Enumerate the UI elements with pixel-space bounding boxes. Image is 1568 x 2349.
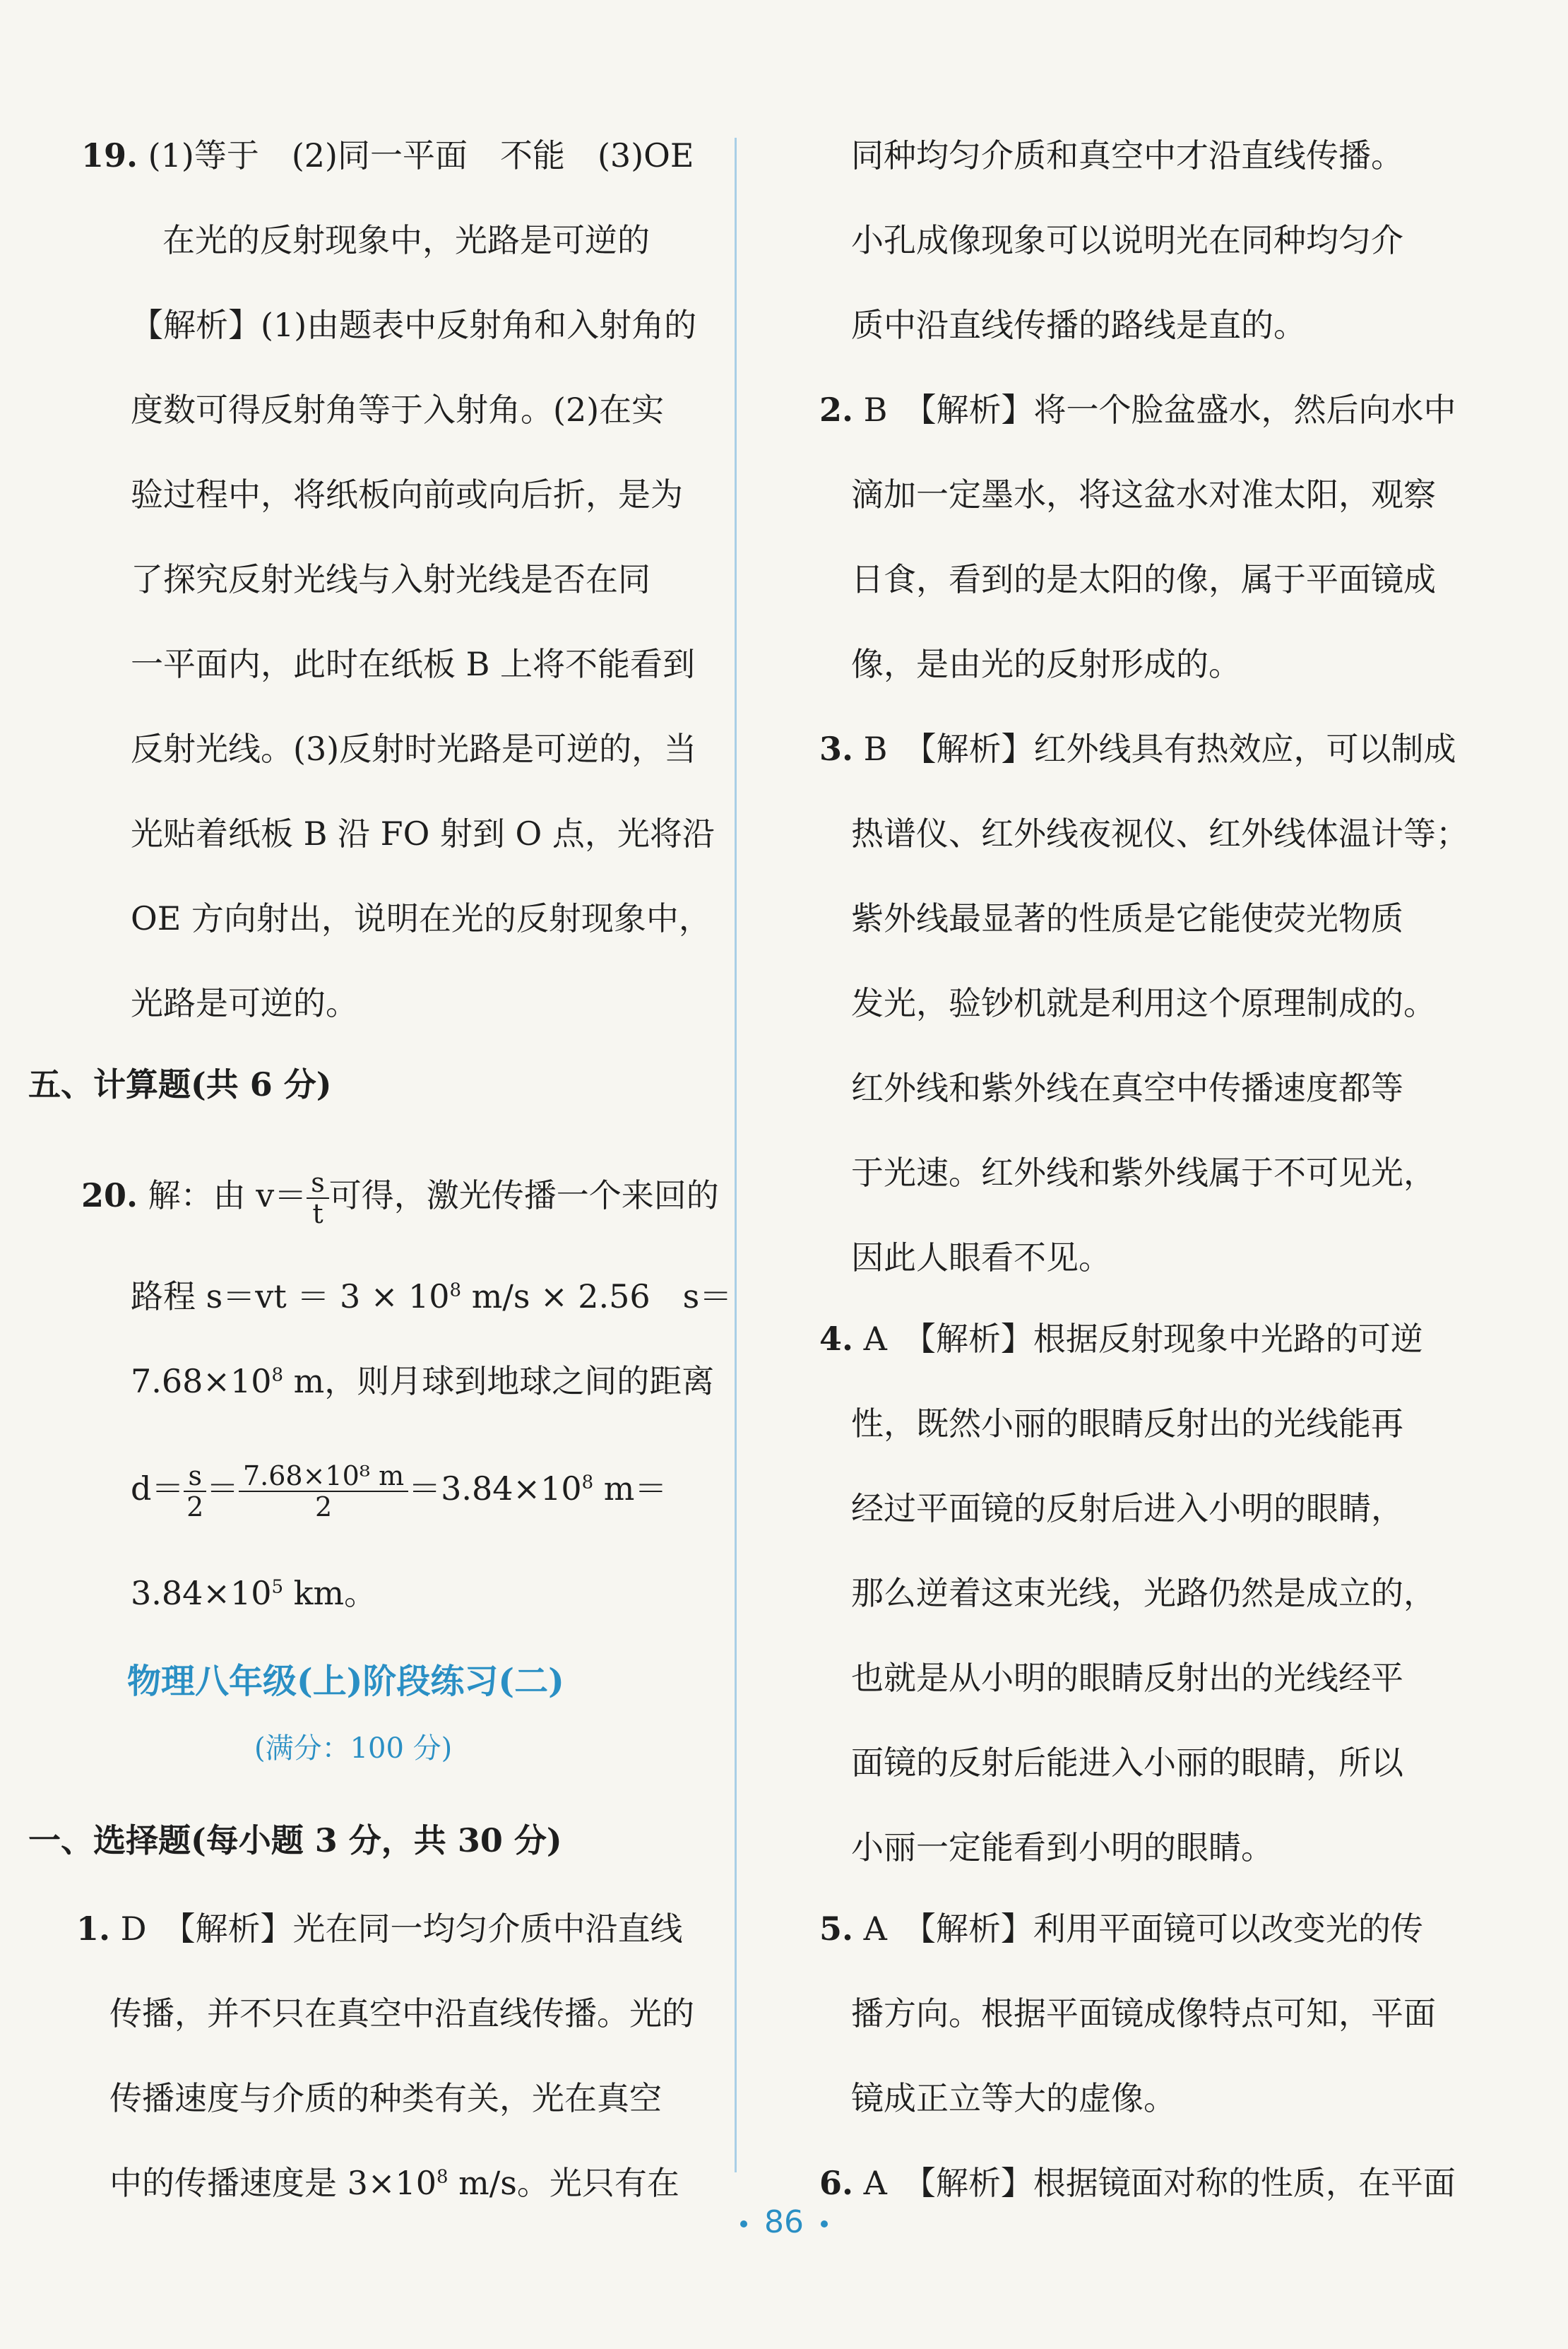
fraction-s-over-2: [184, 1462, 206, 1520]
q4-line-4: 也就是从小明的眼睛反射出的光线经平: [851, 1659, 1403, 1697]
q20-line-1: [81, 1169, 719, 1227]
q3-line-6: 因此人眼看不见。: [851, 1238, 1111, 1277]
equals-sign: ＝: [206, 1469, 239, 1508]
q19-expl-line-6: 光贴着纸板 B 沿 FO 射到 O 点，光将沿: [131, 815, 715, 853]
q20-text: ＝3.84×10: [408, 1469, 582, 1508]
q3-text: B 【解析】红外线具有热效应，可以制成: [863, 730, 1456, 768]
q1-line-0: [76, 1907, 683, 1950]
q20-number: 20.: [81, 1176, 138, 1214]
q1-cont-line-0: 同种均匀介质和真空中才沿直线传播。: [851, 136, 1403, 174]
q20-text: 解：由 v＝: [148, 1176, 307, 1214]
q1-text: 中的传播速度是 3×10: [109, 2164, 436, 2202]
q4-line-3: 那么逆着这束光线，光路仍然是成立的，: [851, 1574, 1436, 1612]
q19-expl-line-2: 验过程中，将纸板向前或向后折，是为: [131, 475, 683, 514]
page-number: [0, 2204, 1568, 2240]
q5-line-1: 播方向。根据平面镜成像特点可知，平面: [851, 1994, 1436, 2033]
q3-line-1: 热谱仪、红外线夜视仪、红外线体温计等；: [851, 815, 1468, 853]
fraction-numerator: 7.68×10⁸ m: [239, 1462, 408, 1492]
q1-text: m/s。光只有在: [458, 2164, 679, 2202]
q20-text: 7.68×10: [131, 1362, 272, 1400]
q3-line-2: 紫外线最显著的性质是它能使荧光物质: [851, 899, 1403, 937]
q4-line-1: 性，既然小丽的眼睛反射出的光线能再: [851, 1404, 1403, 1443]
page-number-text: 86: [764, 2204, 804, 2240]
section-subtitle: (满分：100 分): [254, 1732, 453, 1765]
q3-line-3: 发光，验钞机就是利用这个原理制成的。: [851, 984, 1436, 1022]
q2-text: B 【解析】将一个脸盆盛水，然后向水中: [863, 391, 1456, 429]
q20-line-4: [131, 1462, 667, 1520]
column-divider: [735, 138, 737, 2172]
fraction-denominator: t: [312, 1198, 323, 1229]
q20-text: m，则月球到地球之间的距离: [293, 1362, 715, 1400]
exponent: 8: [449, 1279, 462, 1301]
bullet-dot-icon: [740, 2220, 747, 2227]
q20-line-5: [131, 1572, 376, 1614]
q3-number: 3.: [819, 730, 854, 768]
q1-text: D 【解析】光在同一均匀介质中沿直线: [120, 1910, 683, 1948]
bullet-dot-icon: [821, 2220, 828, 2227]
q19-answer: (1)等于 (2)同一平面 不能 (3)OE: [148, 136, 694, 174]
q6-text: A 【解析】根据镜面对称的性质，在平面: [863, 2164, 1456, 2202]
q5-line-2: 镜成正立等大的虚像。: [851, 2079, 1176, 2117]
q6-line-0: [819, 2162, 1456, 2204]
q20-line-3: [131, 1360, 714, 1402]
q4-line-5: 面镜的反射后能进入小丽的眼睛，所以: [851, 1744, 1403, 1782]
q1-cont-line-2: 质中沿直线传播的路线是直的。: [851, 306, 1306, 344]
q2-line-2: 日食，看到的是太阳的像，属于平面镜成: [851, 560, 1436, 598]
fraction-denominator: 2: [314, 1491, 333, 1522]
q19-expl-line-7: OE 方向射出，说明在光的反射现象中，: [131, 899, 711, 937]
q19-expl-line-8: 光路是可逆的。: [131, 984, 358, 1022]
q20-text: m＝: [603, 1469, 667, 1508]
q20-text: 路程 s＝vt ＝ 3 × 10: [131, 1277, 450, 1315]
exponent: 8: [581, 1472, 594, 1493]
q3-line-0: [819, 728, 1456, 770]
q4-line-0: [819, 1318, 1423, 1360]
exponent: 5: [271, 1576, 284, 1598]
q19-answer-line: [81, 134, 694, 177]
q2-line-0: [819, 389, 1456, 431]
q20-text: m/s × 2.56 s＝: [471, 1277, 732, 1315]
q20-text: 3.84×10: [131, 1574, 272, 1612]
q19-expl-line-4: 一平面内，此时在纸板 B 上将不能看到: [131, 645, 696, 683]
q5-number: 5.: [819, 1910, 854, 1948]
q5-text: A 【解析】利用平面镜可以改变光的传: [863, 1910, 1423, 1948]
q20-text: d＝: [131, 1469, 184, 1508]
exponent: 8: [436, 2166, 449, 2188]
q1-cont-line-1: 小孔成像现象可以说明光在同种均匀介: [851, 221, 1403, 259]
q4-line-2: 经过平面镜的反射后进入小明的眼睛，: [851, 1489, 1403, 1527]
q19-expl-line-5: 反射光线。(3)反射时光路是可逆的，当: [131, 730, 697, 768]
q4-line-6: 小丽一定能看到小明的眼睛。: [851, 1828, 1273, 1866]
q3-line-4: 红外线和紫外线在真空中传播速度都等: [851, 1069, 1403, 1107]
fraction-distance: [239, 1462, 408, 1520]
q19-conclusion: 在光的反射现象中，光路是可逆的: [162, 221, 650, 259]
fraction-numerator: s: [184, 1462, 206, 1492]
q4-text: A 【解析】根据反射现象中光路的可逆: [863, 1320, 1423, 1358]
section-5-title: 五、计算题(共 6 分): [28, 1065, 332, 1104]
fraction-denominator: 2: [186, 1491, 204, 1522]
q5-line-0: [819, 1907, 1423, 1950]
q19-expl-line-0: 【解析】(1)由题表中反射角和入射角的: [131, 306, 697, 344]
q4-number: 4.: [819, 1320, 854, 1358]
q6-number: 6.: [819, 2164, 854, 2202]
section-title: 物理八年级(上)阶段练习(二): [127, 1662, 564, 1701]
q19-expl-line-1: 度数可得反射角等于入射角。(2)在实: [131, 391, 665, 429]
section-1-title: 一、选择题(每小题 3 分，共 30 分): [28, 1821, 562, 1859]
q19-expl-line-3: 了探究反射光线与入射光线是否在同: [131, 560, 651, 598]
q2-line-1: 滴加一定墨水，将这盆水对准太阳，观察: [851, 475, 1436, 514]
q1-line-2: 传播速度与介质的种类有关，光在真空: [109, 2079, 662, 2117]
q20-line-2: [131, 1275, 732, 1318]
q2-line-3: 像，是由光的反射形成的。: [851, 645, 1241, 683]
q20-text: 可得，激光传播一个来回的: [328, 1176, 719, 1214]
q20-text: km。: [293, 1574, 377, 1612]
fraction-numerator: s: [307, 1169, 329, 1199]
q2-number: 2.: [819, 391, 854, 429]
exponent: 8: [271, 1364, 284, 1386]
q3-line-5: 于光速。红外线和紫外线属于不可见光，: [851, 1154, 1436, 1192]
q1-line-3: [109, 2162, 679, 2204]
q1-number: 1.: [76, 1910, 111, 1948]
q19-number: 19.: [81, 136, 138, 174]
fraction-s-over-t: [307, 1169, 329, 1227]
q1-line-1: 传播，并不只在真空中沿直线传播。光的: [109, 1994, 694, 2033]
